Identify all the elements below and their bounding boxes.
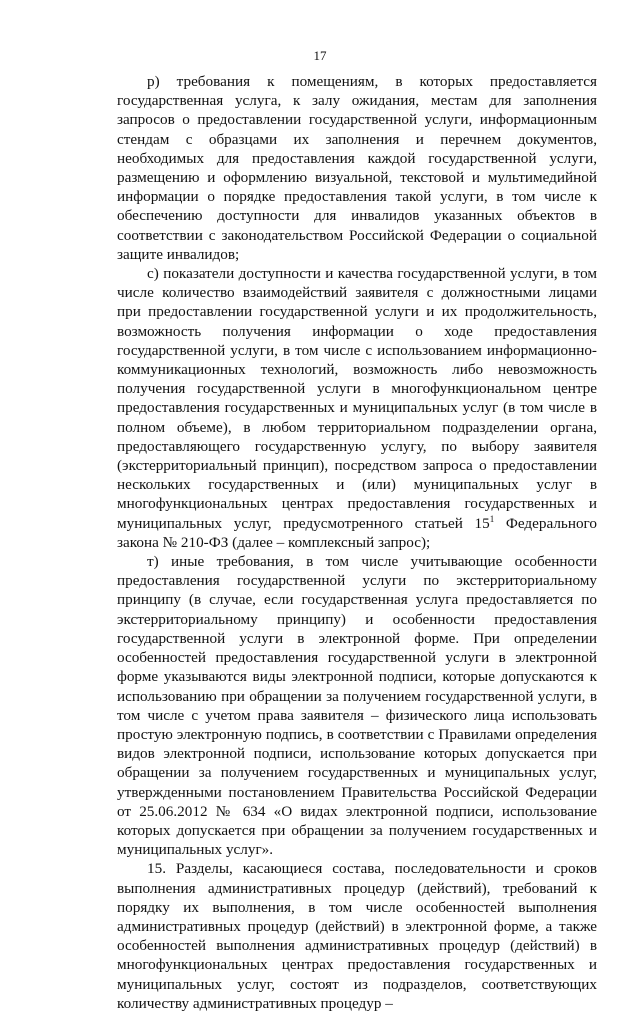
paragraph-s [117,264,597,552]
document-body [117,72,597,1013]
paragraph-r: р) требования к помещениям, в которых предоставляется государственная услуга, к залу ожидания, местам для заполнения запросов о предоставлении государственной услуги, информационным стендам с образцами их заполнения и перечнем документов, необходимых для предоставления каждой государственной услуги, размещению и оформлению визуальной, текстовой и мультимедийной информации о порядке предоставления такой услуги, в том числе к обеспечению доступности для инвалидов указанных объектов в соответствии с законодательством Российской Федерации о социальной защите инвалидов; [117,73,597,263]
article-superscript: 1 [489,513,495,524]
paragraph-s-text-end: Федерального закона № 210-ФЗ (далее – комплексный запрос); [117,514,597,551]
paragraph-t: т) иные требования, в том числе учитывающие особенности предоставления государственной услуги по экстерриториальному принципу (в случае, если государственная услуга предоставляется по экстерриториальному принципу) и особенности предоставления государственной услуги в электронной форме. При определении особенностей предоставления государственной услуги в электронной форме указываются виды электронной подписи, которые допускаются к использованию при обращении за получением государственной услуги, в том числе с учетом права заявителя – физического лица использовать простую электронную подпись, в соответствии с Правилами определения видов электронной подписи, использование которых допускается при обращении за получением государственных и муниципальных услуг, утвержденными постановлением Правительства Российской Федерации от 25.06.2012 № 634 «О видах электронной подписи, использование которых допускается при обращении за получением государственных и муниципальных услуг». [117,553,597,859]
paragraph-s-text: с) показатели доступности и качества государственной услуги, в том числе количество взаимодействий заявителя с должностными лицами при предоставлении государственной услуги и их продолжительность, возможность получения информации о ходе предоставления государственной услуги, в том числе с использованием информационно-коммуникационных технологий, возможность либо невозможность получения государственной услуги в многофункциональном центре предоставления государственных и муниципальных услуг (в том числе в полном объеме), в любом территориальном подразделении органа, предоставляющего государственную услугу, по выбору заявителя (экстерриториальный принцип), посредством запроса о предоставлении нескольких государственных и (или) муниципальных услуг в многофункциональных центрах предоставления государственных и муниципальных услуг, предусмотренного статьей 15 [117,265,597,532]
page-number: 17 [313,48,327,63]
paragraph-15: 15. Разделы, касающиеся состава, последовательности и сроков выполнения административных процедур (действий), требований к порядку их выполнения, в том числе особенностей выполнения административных процедур (действий) в электронной форме, а также особенностей выполнения административных процедур (действий) в многофункциональных центрах предоставления государственных и муниципальных услуг, состоят из подразделов, соответствующих количеству административных процедур – [117,860,597,1012]
